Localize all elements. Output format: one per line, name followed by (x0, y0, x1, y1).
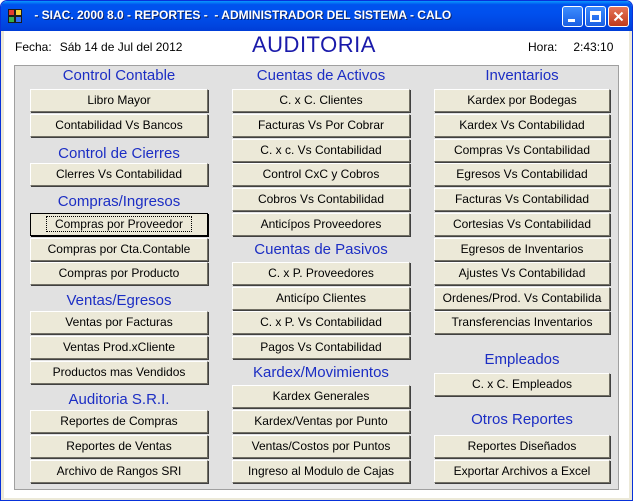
reportes-disenados-button[interactable]: Reportes Diseñados (434, 435, 610, 458)
date-label: Fecha: (15, 40, 52, 54)
productos-mas-vendidos-button[interactable]: Productos mas Vendidos (30, 361, 208, 384)
cxc-empleados-button[interactable]: C. x C. Empleados (434, 373, 610, 396)
anticipos-proveedores-button[interactable]: Anticípos Proveedores (232, 213, 410, 236)
minimize-icon[interactable] (562, 6, 583, 27)
section-title-cuentas-pasivos: Cuentas de Pasivos (254, 241, 388, 258)
date-value: Sáb 14 de Jul del 2012 (59, 40, 183, 54)
section-title-otros-reportes: Otros Reportes (471, 411, 573, 428)
reportes-de-compras-button[interactable]: Reportes de Compras (30, 410, 208, 433)
kardex-ventas-por-punto-button[interactable]: Kardex/Ventas por Punto (232, 410, 410, 433)
header (4, 31, 629, 63)
ingreso-modulo-cajas-button[interactable]: Ingreso al Modulo de Cajas (232, 460, 410, 483)
ordenes-prod-vs-contabilidad-button[interactable]: Ordenes/Prod. Vs Contabilida (434, 287, 610, 310)
compras-por-cta-contable-button[interactable]: Compras por Cta.Contable (30, 238, 208, 261)
section-title-auditoria-sri: Auditoria S.R.I. (68, 391, 170, 408)
reports-panel (14, 65, 619, 490)
content-frame (4, 31, 629, 498)
section-title-control-contable: Control Contable (62, 67, 176, 84)
section-title-compras-ingresos: Compras/Ingresos (57, 193, 181, 210)
facturas-vs-por-cobrar-button[interactable]: Facturas Vs Por Cobrar (232, 114, 410, 137)
anticipo-clientes-button[interactable]: Anticípo Clientes (232, 287, 410, 310)
section-title-ventas-egresos: Ventas/Egresos (66, 292, 172, 309)
title-bar[interactable] (1, 1, 632, 31)
time-display (528, 40, 613, 54)
cxp-vs-contabilidad-button[interactable]: C. x P. Vs Contabilidad (232, 311, 410, 334)
section-title-inventarios: Inventarios (485, 67, 559, 84)
section-title-empleados: Empleados (484, 351, 560, 368)
siac-app-icon[interactable] (7, 8, 23, 24)
ventas-prod-x-cliente-button[interactable]: Ventas Prod.xCliente (30, 336, 208, 359)
date-display (15, 40, 190, 54)
compras-por-proveedor-button[interactable] (30, 213, 208, 236)
window-title: - SIAC. 2000 8.0 - REPORTES - - ADMINISTRADOR DEL SISTEMA - CALO (31, 8, 452, 22)
exportar-archivos-excel-button[interactable]: Exportar Archivos a Excel (434, 460, 610, 483)
ventas-por-facturas-button[interactable]: Ventas por Facturas (30, 311, 208, 334)
cierres-vs-contabilidad-button[interactable]: Clerres Vs Contabilidad (30, 163, 208, 186)
reportes-de-ventas-button[interactable]: Reportes de Ventas (30, 435, 208, 458)
close-icon[interactable] (608, 6, 629, 27)
time-value: 2:43:10 (573, 40, 614, 54)
page-title: AUDITORIA (252, 32, 376, 57)
transferencias-inventarios-button[interactable]: Transferencias Inventarios (434, 311, 610, 334)
ventas-costos-por-puntos-button[interactable]: Ventas/Costos por Puntos (232, 435, 410, 458)
cortesias-vs-contabilidad-button[interactable]: Cortesias Vs Contabilidad (434, 213, 610, 236)
section-title-cuentas-activos: Cuentas de Activos (256, 67, 386, 84)
egresos-vs-contabilidad-button[interactable]: Egresos Vs Contabilidad (434, 163, 610, 186)
cxp-proveedores-button[interactable]: C. x P. Proveedores (232, 262, 410, 285)
ajustes-vs-contabilidad-button[interactable]: Ajustes Vs Contabilidad (434, 262, 610, 285)
egresos-de-inventarios-button[interactable]: Egresos de Inventarios (434, 238, 610, 261)
section-title-control-cierres: Control de Cierres (58, 145, 180, 162)
compras-vs-contabilidad-button[interactable]: Compras Vs Contabilidad (434, 139, 610, 162)
cxc-clientes-button[interactable]: C. x C. Clientes (232, 89, 410, 112)
pagos-vs-contabilidad-button[interactable]: Pagos Vs Contabilidad (232, 336, 410, 359)
cxc-vs-contabilidad-button[interactable]: C. x c. Vs Contabilidad (232, 139, 410, 162)
kardex-por-bodegas-button[interactable]: Kardex por Bodegas (434, 89, 610, 112)
contabilidad-vs-bancos-button[interactable]: Contabilidad Vs Bancos (30, 114, 208, 137)
kardex-generales-button[interactable]: Kardex Generales (232, 385, 410, 408)
libro-mayor-button[interactable]: Libro Mayor (30, 89, 208, 112)
cobros-vs-contabilidad-button[interactable]: Cobros Vs Contabilidad (232, 188, 410, 211)
control-cxc-y-cobros-button[interactable]: Control CxC y Cobros (232, 163, 410, 186)
section-title-kardex-movimientos: Kardex/Movimientos (253, 364, 389, 381)
compras-por-proveedor-label: Compras por Proveedor (46, 216, 192, 232)
facturas-vs-contabilidad-button[interactable]: Facturas Vs Contabilidad (434, 188, 610, 211)
time-label: Hora: (528, 40, 558, 54)
maximize-icon[interactable] (585, 6, 606, 27)
kardex-vs-contabilidad-button[interactable]: Kardex Vs Contabilidad (434, 114, 610, 137)
archivo-de-rangos-sri-button[interactable]: Archivo de Rangos SRI (30, 460, 208, 483)
compras-por-producto-button[interactable]: Compras por Producto (30, 262, 208, 285)
